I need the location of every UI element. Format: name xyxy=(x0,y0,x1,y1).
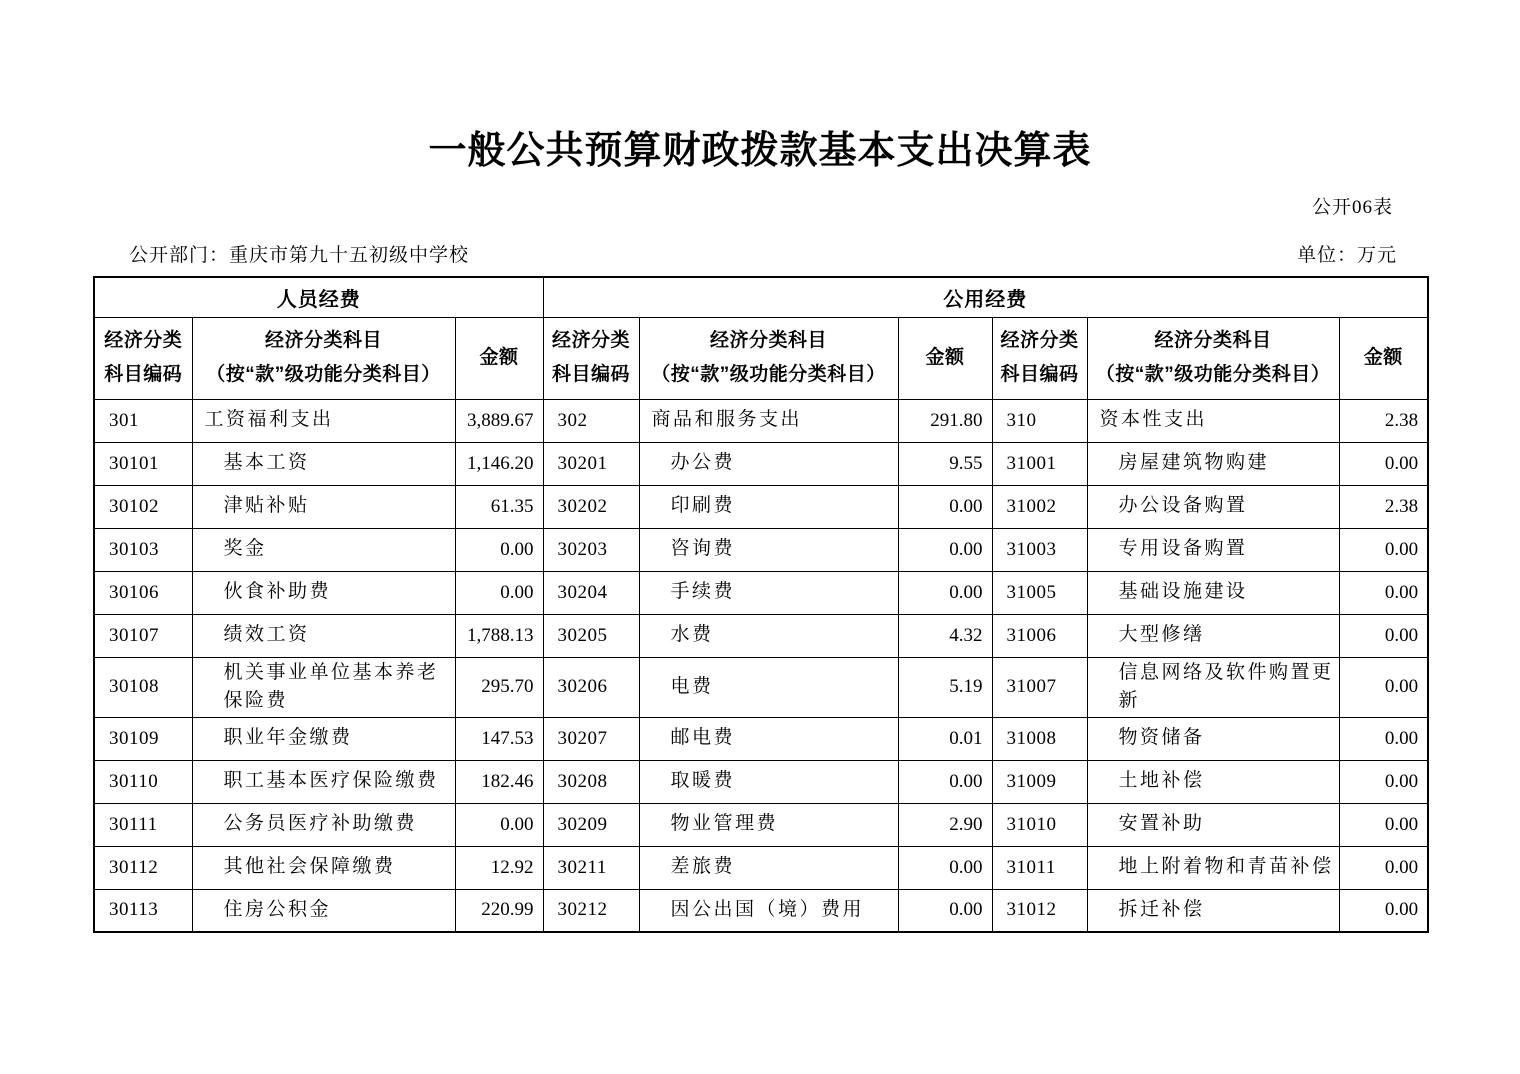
code-cell-public: 30202 xyxy=(543,485,639,528)
table-row xyxy=(94,889,1428,932)
subject-cell-capital: 信息网络及软件购置更新 xyxy=(1087,657,1339,717)
col-header-amount-personnel: 金额 xyxy=(455,317,543,399)
code-cell-public: 30207 xyxy=(543,717,639,760)
code-cell-public: 302 xyxy=(543,399,639,442)
col-header-subject-capital: 经济分类科目 （按“款”级功能分类科目） xyxy=(1087,317,1339,399)
amount-cell-public: 0.01 xyxy=(898,717,992,760)
table-row xyxy=(94,528,1428,571)
subject-cell-personnel: 其他社会保障缴费 xyxy=(192,846,455,889)
section-header-personnel-funds: 人员经费 xyxy=(94,277,543,317)
subject-cell-personnel: 机关事业单位基本养老保险费 xyxy=(192,657,455,717)
code-cell-public: 30205 xyxy=(543,614,639,657)
subject-cell-personnel: 职工基本医疗保险缴费 xyxy=(192,760,455,803)
code-cell-personnel: 30113 xyxy=(94,889,192,932)
subject-cell-capital: 安置补助 xyxy=(1087,803,1339,846)
col-header-subject-personnel: 经济分类科目 （按“款”级功能分类科目） xyxy=(192,317,455,399)
code-cell-public: 30211 xyxy=(543,846,639,889)
unit-label: 单位：万元 xyxy=(1296,245,1397,266)
code-cell-personnel: 30112 xyxy=(94,846,192,889)
code-cell-capital: 31012 xyxy=(992,889,1087,932)
page-title: 一般公共预算财政拨款基本支出决算表 xyxy=(428,130,1092,172)
code-cell-personnel: 30110 xyxy=(94,760,192,803)
subject-cell-capital: 办公设备购置 xyxy=(1087,485,1339,528)
subject-cell-capital: 拆迁补偿 xyxy=(1087,889,1339,932)
code-cell-capital: 31006 xyxy=(992,614,1087,657)
code-cell-capital: 31011 xyxy=(992,846,1087,889)
code-cell-personnel: 30101 xyxy=(94,442,192,485)
code-cell-personnel: 30103 xyxy=(94,528,192,571)
amount-cell-personnel: 1,146.20 xyxy=(455,442,543,485)
subject-cell-personnel: 工资福利支出 xyxy=(192,399,455,442)
subject-cell-public: 差旅费 xyxy=(639,846,898,889)
amount-cell-personnel: 220.99 xyxy=(455,889,543,932)
code-cell-capital: 31009 xyxy=(992,760,1087,803)
amount-cell-personnel: 295.70 xyxy=(455,657,543,717)
table-row xyxy=(94,760,1428,803)
subject-cell-public: 水费 xyxy=(639,614,898,657)
meta-row xyxy=(93,240,1427,267)
subject-cell-public: 物业管理费 xyxy=(639,803,898,846)
code-cell-public: 30201 xyxy=(543,442,639,485)
amount-cell-personnel: 182.46 xyxy=(455,760,543,803)
amount-cell-capital: 0.00 xyxy=(1339,442,1428,485)
table-row xyxy=(94,803,1428,846)
code-cell-personnel: 30111 xyxy=(94,803,192,846)
subject-cell-public: 办公费 xyxy=(639,442,898,485)
table-row xyxy=(94,442,1428,485)
amount-cell-public: 5.19 xyxy=(898,657,992,717)
amount-cell-personnel: 1,788.13 xyxy=(455,614,543,657)
amount-cell-capital: 0.00 xyxy=(1339,657,1428,717)
code-cell-public: 30209 xyxy=(543,803,639,846)
subject-cell-personnel: 职业年金缴费 xyxy=(192,717,455,760)
subject-cell-public: 取暖费 xyxy=(639,760,898,803)
amount-cell-capital: 0.00 xyxy=(1339,846,1428,889)
column-header-row xyxy=(94,317,1428,399)
amount-cell-capital: 0.00 xyxy=(1339,889,1428,932)
amount-cell-capital: 0.00 xyxy=(1339,528,1428,571)
subject-cell-capital: 专用设备购置 xyxy=(1087,528,1339,571)
section-header-row xyxy=(94,277,1428,317)
amount-cell-capital: 2.38 xyxy=(1339,399,1428,442)
subject-cell-public: 商品和服务支出 xyxy=(639,399,898,442)
subject-cell-personnel: 基本工资 xyxy=(192,442,455,485)
amount-cell-public: 2.90 xyxy=(898,803,992,846)
amount-cell-capital: 0.00 xyxy=(1339,803,1428,846)
subject-cell-capital: 基础设施建设 xyxy=(1087,571,1339,614)
amount-cell-personnel: 3,889.67 xyxy=(455,399,543,442)
code-cell-public: 30208 xyxy=(543,760,639,803)
amount-cell-public: 0.00 xyxy=(898,846,992,889)
amount-cell-personnel: 0.00 xyxy=(455,803,543,846)
code-cell-personnel: 30108 xyxy=(94,657,192,717)
subject-cell-public: 邮电费 xyxy=(639,717,898,760)
table-row xyxy=(94,657,1428,717)
col-header-code-capital: 经济分类 科目编码 xyxy=(992,317,1087,399)
subject-cell-capital: 资本性支出 xyxy=(1087,399,1339,442)
amount-cell-capital: 0.00 xyxy=(1339,760,1428,803)
code-cell-capital: 31008 xyxy=(992,717,1087,760)
sheet-number-label: 公开06表 xyxy=(1311,197,1393,218)
code-cell-public: 30203 xyxy=(543,528,639,571)
subject-cell-public: 印刷费 xyxy=(639,485,898,528)
basic-expenditure-table xyxy=(93,276,1429,933)
amount-cell-capital: 0.00 xyxy=(1339,614,1428,657)
subject-cell-capital: 地上附着物和青苗补偿 xyxy=(1087,846,1339,889)
code-cell-capital: 31007 xyxy=(992,657,1087,717)
subject-cell-personnel: 伙食补助费 xyxy=(192,571,455,614)
amount-cell-capital: 2.38 xyxy=(1339,485,1428,528)
code-cell-public: 30212 xyxy=(543,889,639,932)
amount-cell-public: 0.00 xyxy=(898,528,992,571)
section-header-public-funds: 公用经费 xyxy=(543,277,1428,317)
amount-cell-public: 0.00 xyxy=(898,760,992,803)
table-row xyxy=(94,399,1428,442)
subject-cell-capital: 物资储备 xyxy=(1087,717,1339,760)
amount-cell-public: 4.32 xyxy=(898,614,992,657)
subject-cell-personnel: 绩效工资 xyxy=(192,614,455,657)
amount-cell-personnel: 0.00 xyxy=(455,571,543,614)
code-cell-personnel: 30102 xyxy=(94,485,192,528)
subject-cell-personnel: 公务员医疗补助缴费 xyxy=(192,803,455,846)
code-cell-capital: 31002 xyxy=(992,485,1087,528)
amount-cell-public: 0.00 xyxy=(898,571,992,614)
amount-cell-capital: 0.00 xyxy=(1339,717,1428,760)
code-cell-capital: 31001 xyxy=(992,442,1087,485)
code-cell-personnel: 30107 xyxy=(94,614,192,657)
table-row xyxy=(94,846,1428,889)
col-header-code-personnel: 经济分类 科目编码 xyxy=(94,317,192,399)
amount-cell-public: 0.00 xyxy=(898,485,992,528)
table-row xyxy=(94,485,1428,528)
code-cell-capital: 31003 xyxy=(992,528,1087,571)
amount-cell-public: 0.00 xyxy=(898,889,992,932)
subject-cell-capital: 大型修缮 xyxy=(1087,614,1339,657)
table-row xyxy=(94,717,1428,760)
code-cell-capital: 31010 xyxy=(992,803,1087,846)
subject-cell-public: 电费 xyxy=(639,657,898,717)
col-header-amount-public: 金额 xyxy=(898,317,992,399)
table-row xyxy=(94,614,1428,657)
amount-cell-public: 9.55 xyxy=(898,442,992,485)
code-cell-public: 30206 xyxy=(543,657,639,717)
subject-cell-personnel: 住房公积金 xyxy=(192,889,455,932)
subject-cell-public: 咨询费 xyxy=(639,528,898,571)
code-cell-capital: 310 xyxy=(992,399,1087,442)
code-cell-personnel: 301 xyxy=(94,399,192,442)
subject-cell-public: 因公出国（境）费用 xyxy=(639,889,898,932)
table-row xyxy=(94,571,1428,614)
subject-cell-personnel: 奖金 xyxy=(192,528,455,571)
amount-cell-personnel: 147.53 xyxy=(455,717,543,760)
code-cell-personnel: 30106 xyxy=(94,571,192,614)
department-label: 公开部门：重庆市第九十五初级中学校 xyxy=(129,245,470,266)
subject-cell-capital: 土地补偿 xyxy=(1087,760,1339,803)
col-header-amount-capital: 金额 xyxy=(1339,317,1428,399)
content-container xyxy=(93,192,1427,933)
code-cell-public: 30204 xyxy=(543,571,639,614)
code-cell-personnel: 30109 xyxy=(94,717,192,760)
amount-cell-personnel: 0.00 xyxy=(455,528,543,571)
col-header-subject-public: 经济分类科目 （按“款”级功能分类科目） xyxy=(639,317,898,399)
amount-cell-capital: 0.00 xyxy=(1339,571,1428,614)
amount-cell-personnel: 12.92 xyxy=(455,846,543,889)
subject-cell-capital: 房屋建筑物购建 xyxy=(1087,442,1339,485)
amount-cell-personnel: 61.35 xyxy=(455,485,543,528)
code-cell-capital: 31005 xyxy=(992,571,1087,614)
col-header-code-public: 经济分类 科目编码 xyxy=(543,317,639,399)
subject-cell-public: 手续费 xyxy=(639,571,898,614)
subject-cell-personnel: 津贴补贴 xyxy=(192,485,455,528)
amount-cell-public: 291.80 xyxy=(898,399,992,442)
